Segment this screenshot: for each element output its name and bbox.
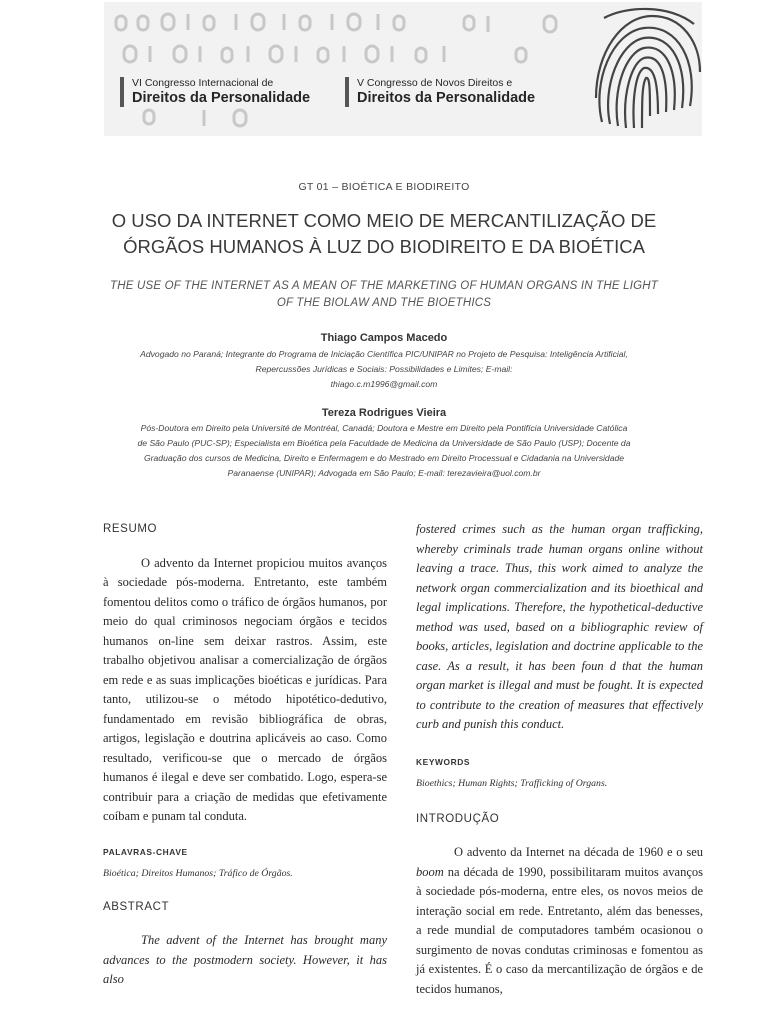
affiliation-line: Graduação dos cursos de Medicina, Direito e Enfermagem e do Mestrado em Direito Processual e Cidadania na Universidade (143, 453, 625, 463)
author-affiliation (100, 421, 668, 481)
affiliation-line: Paranaense (UNIPAR); Advogada em São Paulo; E-mail: terezavieira@uol.com.br (227, 468, 541, 478)
resumo-heading: RESUMO (103, 523, 158, 535)
intro-text-part: O advento da Internet na década de 1960 e o seu (454, 845, 703, 859)
author-block-2 (100, 407, 668, 481)
resumo-text: O advento da Internet propiciou muitos avanços à sociedade pós-moderna. Entretanto, este também fomentou delitos como o tráfico de órgãos humanos, por meio do qual criminosos negociam órgãos e tecidos humanos on-line sem deixar rastros. Assim, este trabalho objetivou analisar a comercialização de órgãos em rede e as suas implicações bioéticas e jurídicas. Para tanto, utilizou-se o método hipotético-dedutivo, fundamentado em revisão bibliográfica de obras, artigos, legislação e doutrina aplicáveis ao caso. Como resultado, verificou-se que o mercado de órgãos humanos é ilegal e deve ser combatido. Logo, espera-se contribuir para a criação de medidas que efetivamente coíbam e punam tal conduta. (103, 555, 387, 823)
congress-1-name: Direitos da Personalidade (132, 90, 311, 106)
author-name: Tereza Rodrigues Vieira (321, 407, 447, 419)
subtitle-line: THE USE OF THE INTERNET AS A MEAN OF THE MARKETING OF HUMAN ORGANS IN THE LIGHT (109, 280, 659, 292)
fingerprint-icon (582, 2, 702, 136)
palavras-chave-text: Bioética; Direitos Humanos; Tráfico de Órgãos. (103, 868, 293, 879)
congress-2-name: Direitos da Personalidade (357, 90, 536, 106)
affiliation-line: Pós-Doutora em Direito pela Université de Montréal, Canadá; Doutora e Mestre em Direito pela Pontifícia Universidade Católica (140, 423, 628, 433)
right-column (416, 520, 703, 999)
intro-boom-word: boom (416, 864, 444, 879)
left-column (103, 520, 387, 990)
palavras-chave-heading: PALAVRAS-CHAVE (103, 846, 188, 857)
title-line: ÓRGÃOS HUMANOS À LUZ DO BIODIREITO E DA BIOÉTICA (123, 236, 645, 257)
working-group-label: GT 01 – BIOÉTICA E BIODIREITO (298, 181, 470, 193)
abstract-continued: fostered crimes such as the human organ trafficking, whereby criminals trade human organs online without leaving a trace. Thus, this work aimed to analyze the network organ commercialization and its bioethical and legal implications. Therefore, the hypothetical-deductive method was used, based on a bibliographic review of books, articles, legislation and doctrine applicable to the case. As a result, it has been foun d that the human organ market is illegal and must be fought. It is expected to contribute to the creation of measures that effectively curb and punish this conduct. (416, 522, 703, 731)
keywords-text: Bioethics; Human Rights; Trafficking of Organs. (416, 778, 608, 789)
keywords-heading: KEYWORDS (416, 756, 471, 767)
author-name: Thiago Campos Macedo (320, 332, 448, 344)
abstract-text: The advent of the Internet has brought many advances to the postmodern society. However, it has also (103, 933, 387, 986)
subtitle-line: OF THE BIOLAW AND THE BIOETHICS (276, 297, 492, 309)
congress-title-1 (120, 77, 310, 107)
affiliation-line: Advogado no Paraná; Integrante do Programa de Iniciação Científica PIC/UNIPAR no Projeto de Pesquisa: Inteligência Artificial, (140, 349, 628, 359)
paper-subtitle-english (100, 278, 668, 312)
paper-title (100, 208, 668, 260)
affiliation-line: de São Paulo (PUC-SP); Especialista em Bioética pela Faculdade de Medicina da Universidade de São Paulo (USP); Docente da (137, 438, 631, 448)
introducao-text (416, 843, 703, 999)
author-affiliation (100, 347, 668, 392)
affiliation-line: Repercussões Jurídicas e Sociais: Possibilidades e Limites; E-mail: (255, 364, 513, 374)
title-line: O USO DA INTERNET COMO MEIO DE MERCANTILIZAÇÃO DE (111, 210, 657, 231)
abstract-heading: ABSTRACT (103, 900, 170, 913)
introducao-heading: INTRODUÇÃO (416, 812, 500, 825)
congress-banner (104, 2, 702, 136)
intro-text-part: na década de 1990, possibilitaram muitos avanços à sociedade pós-moderna, entre eles, os novos meios de interação social em rede. Entretanto, além das benesses, a rede mundial de computadores também ocasionou o surgimento de novas condutas criminosas e fomentou as já existentes. É o caso da mercantilização de órgãos e de tecidos humanos, (416, 864, 703, 996)
affiliation-line: thiago.c.m1996@gmail.com (330, 379, 438, 389)
congress-title-2 (345, 77, 535, 107)
congress-2-subtitle: V Congresso de Novos Direitos e (357, 77, 513, 89)
congress-1-subtitle: VI Congresso Internacional de (132, 77, 274, 89)
author-block-1 (100, 332, 668, 392)
